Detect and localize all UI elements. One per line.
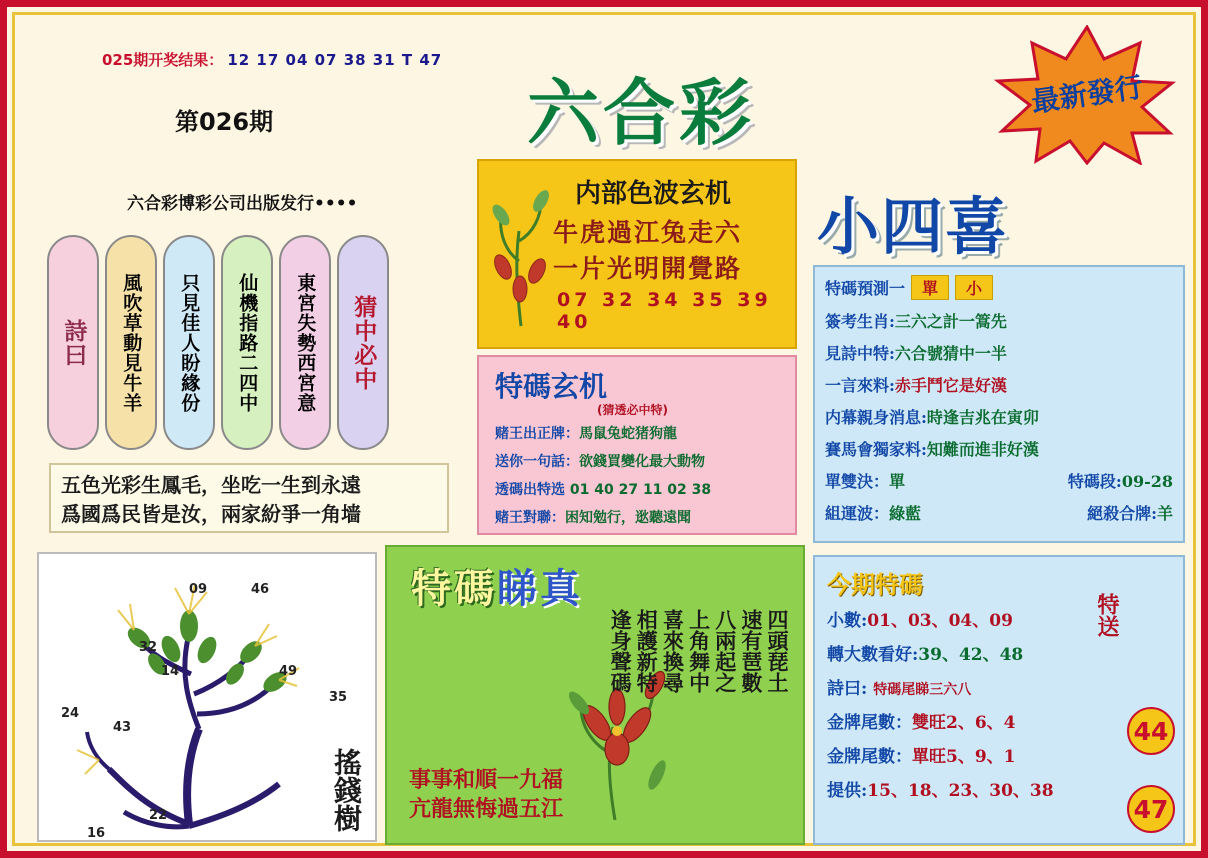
pink-row-label: 透碼出特选 (495, 482, 565, 498)
prediction-label: 簽考生肖: (825, 312, 895, 331)
current-special-code-box (813, 555, 1185, 845)
pink-row-value: 馬鼠兔蛇猪狗龍 (579, 426, 677, 442)
prediction-label: 見詩中特: (825, 344, 895, 363)
verse-line-2: 爲國爲民皆是汝，兩家紛爭一角墙 (61, 502, 361, 526)
pill-item (47, 235, 99, 450)
tree-number: 49 (279, 664, 298, 679)
current-code-label: 轉大數看好: (827, 645, 919, 665)
green-verse-col: 喜來換尋 (660, 609, 686, 693)
pill-item (163, 235, 215, 450)
prediction-value: 單 (889, 472, 906, 491)
green-heading-b: 睇真 (497, 565, 583, 612)
prediction-row (825, 501, 1173, 524)
inner-wave-numbers: 07 32 34 35 39 40 (557, 289, 772, 333)
green-verse-col: 四頭琵土 (765, 609, 790, 693)
special-send-label: 特送 (1094, 593, 1119, 637)
prediction-label: 組運波： (825, 504, 890, 523)
prediction-row (825, 275, 1173, 300)
pill-item (221, 235, 273, 450)
current-code-row (827, 606, 1171, 631)
money-tree-box (37, 552, 377, 842)
prediction-label: 特碼預測一 (825, 279, 906, 298)
see-true-box (385, 545, 805, 845)
current-code-row (827, 640, 1171, 665)
current-code-row (827, 674, 1171, 699)
green-verse-col: 上角舞中 (686, 609, 712, 693)
page-subtitle: 小四喜 (817, 190, 1010, 263)
prediction-box (813, 265, 1185, 543)
inner-wave-line-1: 牛虎過江兔走六 (553, 218, 743, 247)
green-verse-col: 逢身聲碼 (608, 609, 634, 693)
current-code-row (827, 708, 1171, 733)
pink-row (495, 507, 691, 527)
pink-row-label: 赌王對聯： (495, 510, 565, 526)
pill-label: 東宮失勢西宮意 (294, 272, 317, 413)
pill-label: 只見佳人盼緣份 (178, 272, 201, 413)
pink-row-value: 01 40 27 11 02 38 (569, 482, 712, 498)
flower-icon (487, 171, 557, 331)
green-heading-a: 特碼 (411, 565, 497, 612)
prediction-pair-left (825, 501, 921, 524)
tree-number: 43 (113, 720, 132, 735)
green-verse-col: 八兩起之 (712, 609, 738, 693)
pill-item (337, 235, 389, 450)
tree-number: 22 (149, 808, 168, 823)
prediction-value: 六合號猜中一半 (894, 344, 1007, 363)
lucky-ball-2: 47 (1127, 785, 1175, 833)
page-title: 六合彩 (527, 70, 756, 155)
tree-number: 32 (139, 640, 158, 655)
verse-box (49, 463, 449, 533)
prediction-pair-right (1068, 469, 1173, 492)
publisher-line: 六合彩博彩公司出版发行•••• (127, 194, 358, 214)
prediction-row (825, 341, 1173, 364)
issue-number: 第026期 (175, 108, 274, 136)
new-release-burst (992, 25, 1182, 165)
current-code-label: 金牌尾數： (827, 747, 912, 767)
pill-label: 詩曰 (60, 318, 88, 367)
prediction-pair-right (1087, 501, 1173, 524)
verse-line-1: 五色光彩生鳳毛，坐吃一生到永遠 (61, 473, 361, 497)
money-tree-illustration (39, 554, 377, 842)
current-code-value: 單旺5、9、1 (912, 747, 1016, 767)
lucky-ball-1: 44 (1127, 707, 1175, 755)
prediction-value: 知難而進非好漢 (926, 440, 1039, 459)
inner-color-wave-box (477, 159, 797, 349)
tree-number: 35 (329, 690, 348, 705)
green-verse (608, 609, 789, 693)
current-code-value: 特碼尾睇三六八 (873, 682, 972, 698)
current-code-label: 詩曰: (827, 679, 868, 699)
pink-heading: 特碼玄机 (495, 370, 608, 403)
prediction-value: 綠藍 (889, 504, 922, 523)
pill-label: 仙機指路二四中 (236, 272, 259, 413)
prediction-value-2: 羊 (1156, 504, 1173, 523)
prediction-label: 一言來料: (825, 376, 895, 395)
current-code-value: 39、42、48 (918, 645, 1024, 665)
inner-wave-heading: 内部色波玄机 (575, 179, 732, 209)
green-bottom-line-2: 亢龍無悔過五江 (409, 796, 564, 823)
pill-item (105, 235, 157, 450)
special-code-secret-box (477, 355, 797, 535)
green-heading (411, 557, 583, 614)
tree-number: 09 (189, 582, 208, 597)
pill-label: 風吹草動見牛羊 (120, 272, 143, 413)
green-bottom-line-1: 事事和順一九福 (409, 766, 564, 793)
pink-row-value: 困知勉行，逖聽遠聞 (565, 510, 691, 526)
pink-row-label: 赌王出正牌： (495, 426, 579, 442)
prediction-value: 時逢吉兆在寅卯 (926, 408, 1039, 427)
prediction-label-2: 特碼段: (1067, 472, 1122, 491)
pink-row-value: 欲錢買變化最大動物 (579, 454, 705, 470)
pink-row-label: 送你一句話： (495, 454, 579, 470)
prediction-row (825, 469, 1173, 492)
prediction-label: 賽馬會獨家料: (825, 440, 927, 459)
prediction-tag-odd: 單 (911, 275, 949, 300)
draw-result-numbers: 12 17 04 07 38 31 T 47 (227, 51, 443, 69)
tree-number: 14 (161, 664, 180, 679)
pink-row (495, 451, 705, 471)
new-release-label: 最新發行 (1029, 70, 1145, 119)
pill-column (47, 235, 389, 450)
prediction-label: 單雙決： (825, 472, 890, 491)
current-code-value: 雙旺2、6、4 (912, 713, 1016, 733)
tree-number: 46 (251, 582, 270, 597)
prediction-value: 赤手鬥它是好漢 (894, 376, 1007, 395)
pill-label: 猜中必中 (350, 294, 378, 391)
pill-item (279, 235, 331, 450)
prediction-row (825, 373, 1173, 396)
prediction-value-2: 09-28 (1121, 472, 1173, 491)
green-bottom-verse (409, 766, 563, 825)
draw-result (102, 49, 442, 70)
prediction-row (825, 309, 1173, 332)
prediction-pair-left (825, 469, 905, 492)
current-code-label: 小數: (827, 611, 868, 631)
tree-number: 16 (87, 826, 106, 841)
current-code-value: 01、03、04、09 (867, 611, 1013, 631)
current-code-value: 15、18、23、30、38 (867, 781, 1054, 801)
prediction-row (825, 437, 1173, 460)
pink-row (495, 479, 711, 499)
green-verse-col: 相護新特 (634, 609, 660, 693)
prediction-tag-small: 小 (955, 275, 993, 300)
current-code-row (827, 776, 1171, 801)
prediction-label-2: 絕殺合牌: (1087, 504, 1157, 523)
current-code-row (827, 742, 1171, 767)
current-code-label: 金牌尾數： (827, 713, 912, 733)
prediction-value: 三六之計一篙先 (894, 312, 1007, 331)
pink-subheading: (猜透必中特) (597, 403, 668, 417)
prediction-row (825, 405, 1173, 428)
money-tree-caption: 搖錢樹 (330, 748, 363, 832)
pink-row (495, 423, 677, 443)
current-code-label: 提供: (827, 781, 868, 801)
draw-result-label: 025期开奖结果： (102, 51, 224, 69)
green-verse-col: 速有琶數 (738, 609, 764, 693)
current-code-heading: 今期特碼 (827, 570, 923, 599)
inner-wave-line-2: 一片光明開覺路 (553, 254, 743, 283)
prediction-label: 内幕親身消息: (825, 408, 927, 427)
tree-number: 24 (61, 706, 80, 721)
